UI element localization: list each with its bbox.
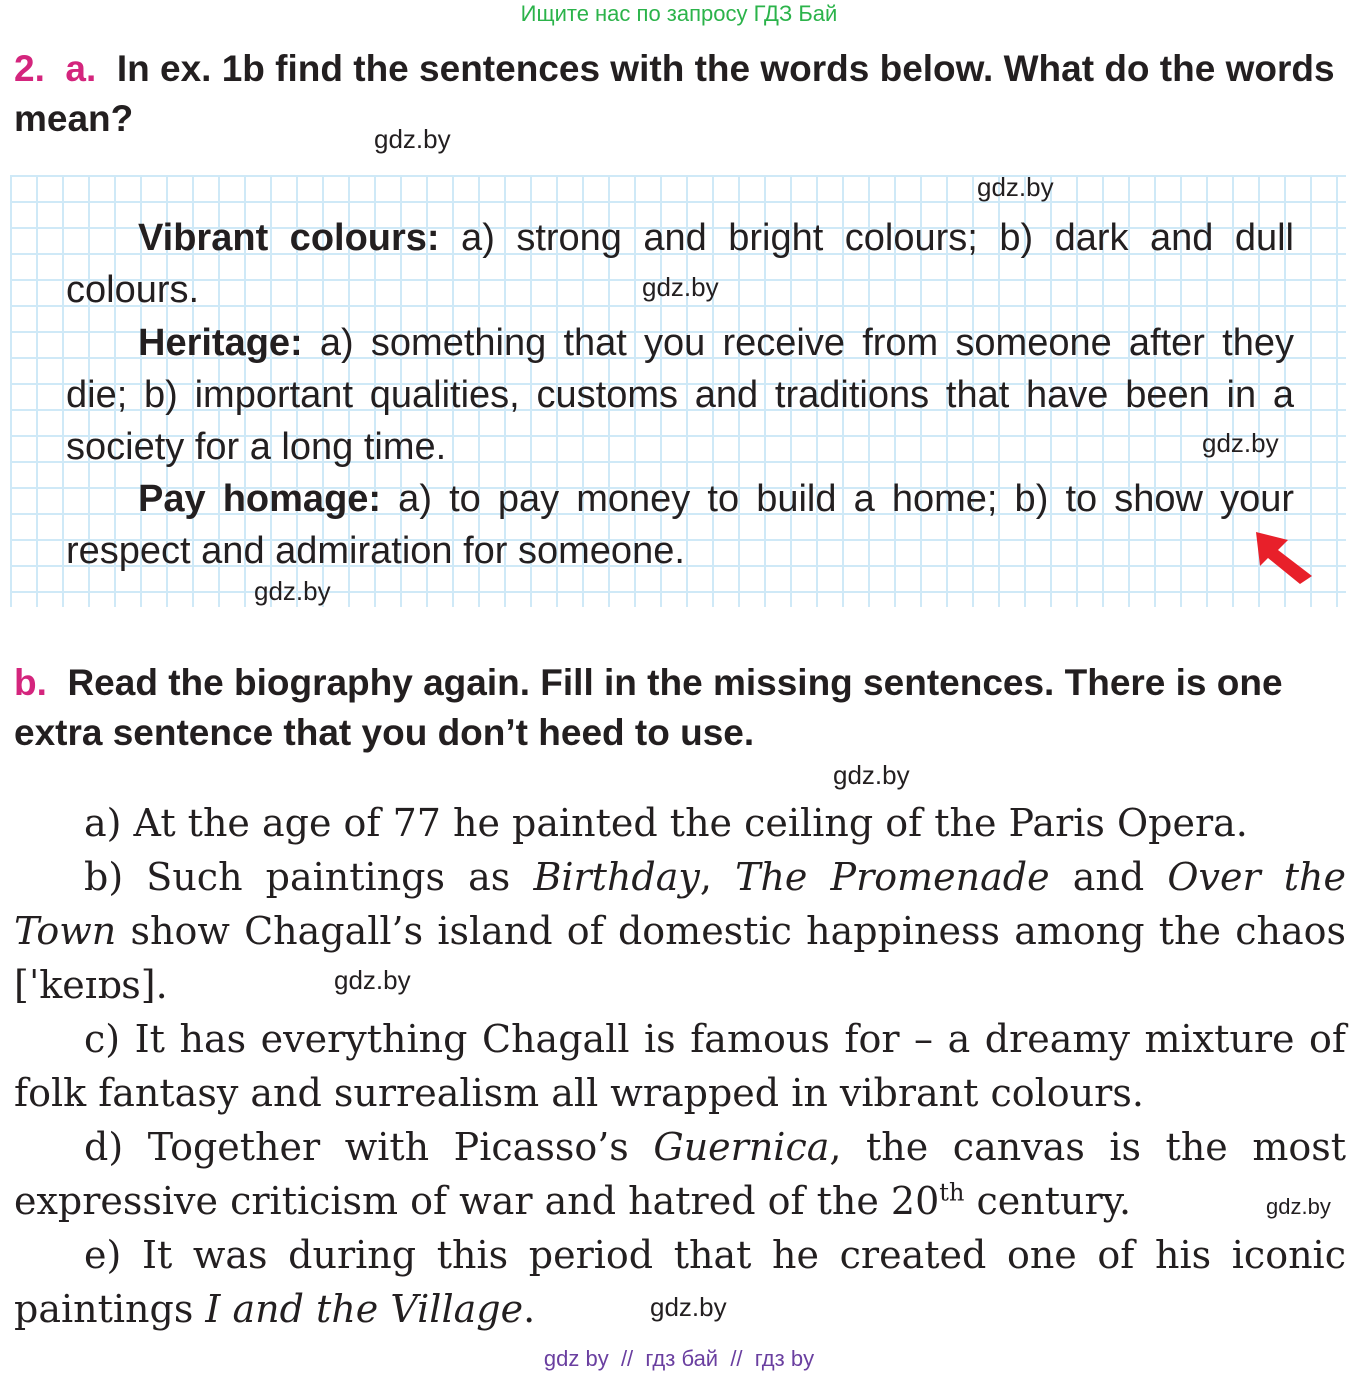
option-d-text: d) Together with Picasso’s [84, 1125, 654, 1169]
painting-title: The Promenade [735, 855, 1050, 899]
exercise-a-instruction: In ex. 1b find the sentences with the words below. What do the words mean? [14, 48, 1335, 139]
option-a-text: a) At the age of 77 he painted the ceiling of the Paris Opera. [84, 801, 1248, 845]
exercise-a-letter: a. [65, 48, 97, 89]
definition-heritage [66, 317, 1294, 473]
top-banner: Ищите нас по запросу ГДЗ Бай [520, 1, 838, 26]
exercise-b-heading [14, 658, 1348, 758]
watermark: gdz.by [833, 760, 910, 790]
watermark: gdz.by [254, 576, 331, 606]
arrow-icon [1252, 528, 1316, 586]
option-b-text: show Chagall’s island of domestic happiness among the chaos [ˈkeɪɒs]. [14, 909, 1346, 1007]
watermark: gdz.by [1266, 1194, 1331, 1219]
exercise-b-letter: b. [14, 662, 47, 703]
footer-links: gdz by // гдз бай // гдз by [543, 1346, 815, 1371]
painting-title: Guernica [653, 1125, 830, 1169]
watermark: gdz.by [642, 272, 719, 302]
painting-title: Birthday [533, 855, 700, 899]
watermark: gdz.by [977, 172, 1054, 202]
option-b-text: and [1049, 855, 1168, 899]
watermark: gdz.by [1202, 428, 1279, 458]
exercise-b-instruction: Read the biography again. Fill in the missing sentences. There is one extra sentence that you don’t heed to use. [14, 662, 1283, 753]
definition-term: Pay homage: [138, 478, 382, 520]
option-b [14, 850, 1346, 1012]
option-a [14, 796, 1346, 850]
option-e-text: . [523, 1287, 536, 1331]
exercise-number: 2. [14, 48, 45, 89]
option-d [14, 1120, 1346, 1228]
option-c-text: c) It has everything Chagall is famous for – a dreamy mixture of folk fantasy and surrealism all wrapped in vibrant colours. [14, 1017, 1346, 1115]
definition-text: a) to pay money to build a home; b) to show your respect and admiration for someone. [66, 478, 1294, 572]
exercise-a-heading [14, 44, 1348, 144]
definition-term: Heritage: [138, 322, 303, 364]
watermark: gdz.by [374, 124, 451, 154]
ordinal-suffix: th [939, 1178, 965, 1207]
watermark: gdz.by [334, 965, 411, 995]
option-c [14, 1012, 1346, 1120]
painting-title: I and the Village [205, 1287, 524, 1331]
option-e-text: e) It was during this period that he created one of his iconic paintings [14, 1233, 1346, 1331]
painting-title: Over the Town [14, 855, 1346, 953]
option-d-text: , the canvas is the most expressive criticism of war and hatred of the 20 [14, 1125, 1347, 1223]
definition-text: a) strong and bright colours; b) dark and dull colours. [66, 217, 1294, 311]
definition-term: Vibrant colours: [138, 217, 440, 259]
option-b-text: , [699, 855, 736, 899]
watermark: gdz.by [650, 1292, 727, 1322]
definition-text: a) something that you receive from someone after they die; b) important qualities, customs and traditions that have been in a society for a long time. [66, 322, 1294, 468]
option-b-text: b) Such paintings as [84, 855, 534, 899]
option-d-text: century. [964, 1179, 1132, 1223]
definition-pay-homage [66, 473, 1294, 577]
